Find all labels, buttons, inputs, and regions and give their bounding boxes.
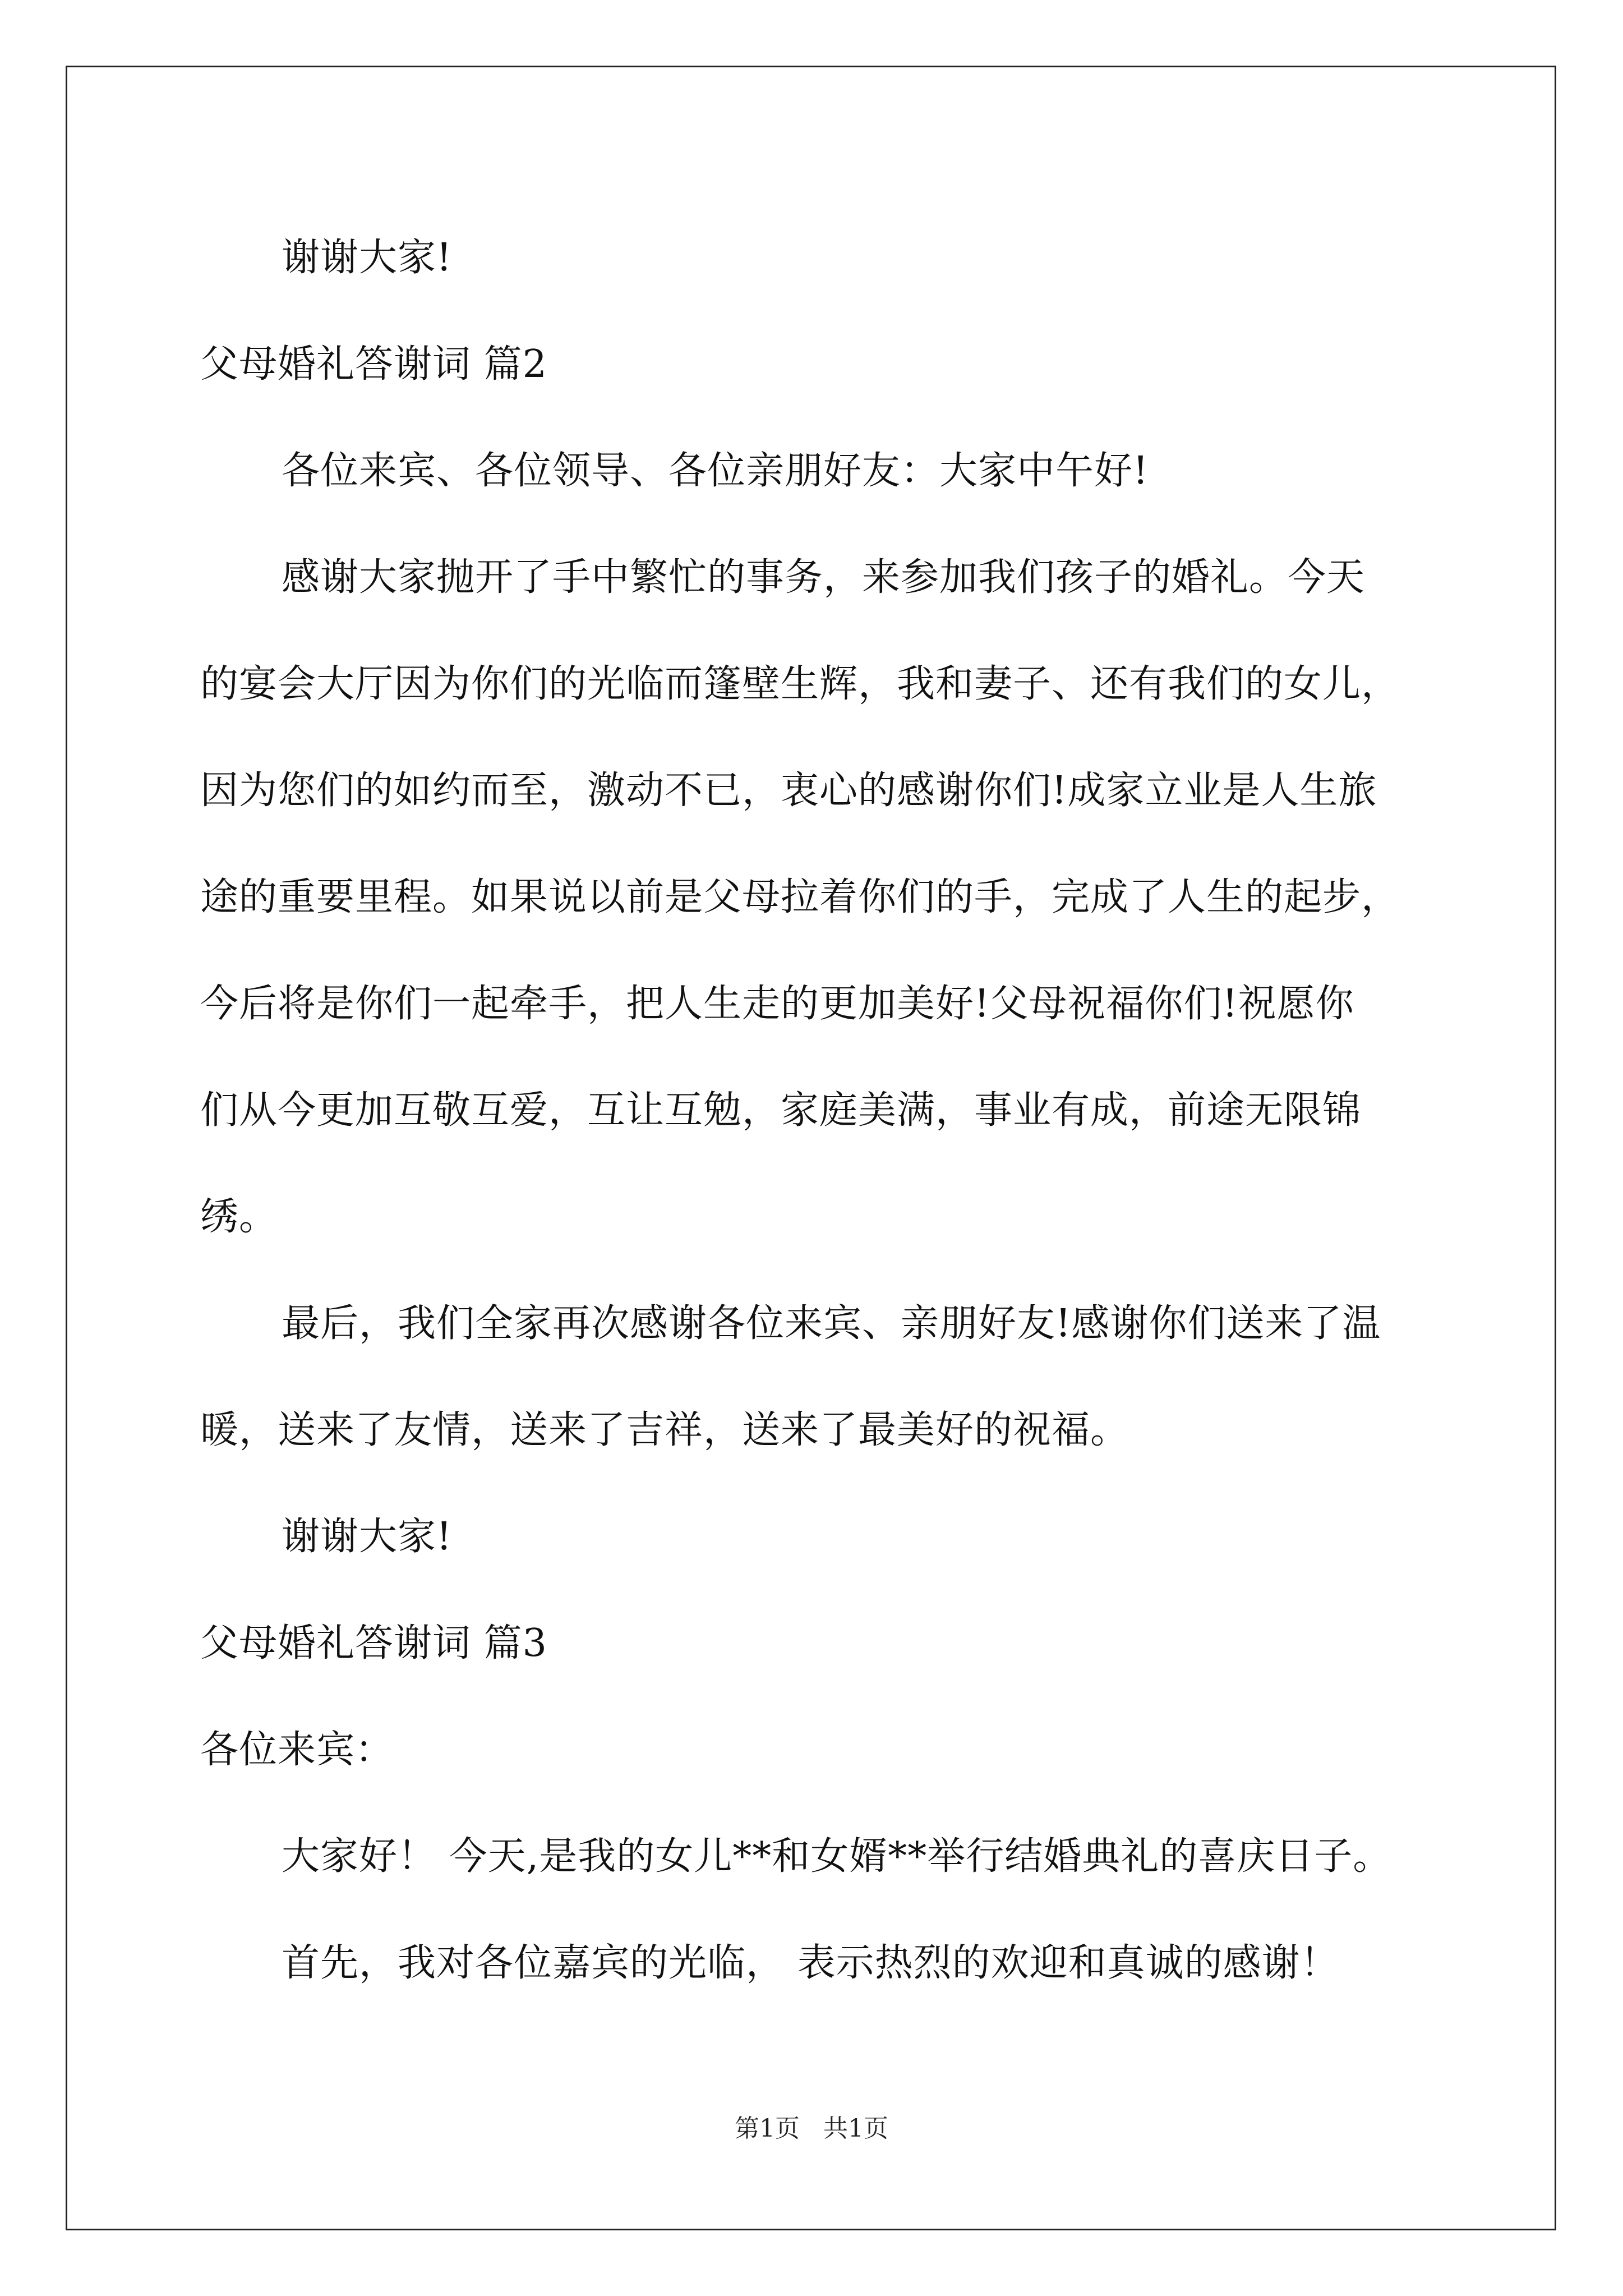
page-total: 共1页 — [823, 2114, 888, 2143]
page-number: 第1页 — [735, 2114, 800, 2143]
paragraph-line: 们从今更加互敬互爱，互让互勉，家庭美满，事业有成，前途无限锦 — [200, 1088, 1362, 1133]
paragraph-line: 暖，送来了友情，送来了吉祥，送来了最美好的祝福。 — [200, 1408, 1129, 1452]
closing-thanks-1: 谢谢大家! — [282, 236, 453, 280]
page-footer — [0, 2112, 1623, 2146]
paragraph-line: 感谢大家抛开了手中繁忙的事务，来参加我们孩子的婚礼。今天 — [282, 555, 1366, 600]
paragraph-line: 大家好！ 今天,是我的女儿**和女婿**举行结婚典礼的喜庆日子。 — [282, 1834, 1392, 1879]
section-heading-2: 父母婚礼答谢词 篇2 — [200, 342, 547, 386]
greeting-3: 各位来宾： — [200, 1728, 394, 1772]
closing-thanks-2: 谢谢大家! — [282, 1515, 453, 1559]
paragraph-line: 因为您们的如约而至，激动不已，衷心的感谢你们!成家立业是人生旅 — [200, 769, 1377, 813]
paragraph-line: 的宴会大厅因为你们的光临而篷壁生辉，我和妻子、还有我们的女儿， — [200, 662, 1400, 706]
paragraph-line: 途的重要里程。如果说以前是父母拉着你们的手，完成了人生的起步， — [200, 875, 1400, 919]
paragraph-line: 今后将是你们一起牵手，把人生走的更加美好!父母祝福你们!祝愿你 — [200, 982, 1354, 1026]
paragraph-line: 最后，我们全家再次感谢各位来宾、亲朋好友!感谢你们送来了温 — [282, 1301, 1381, 1346]
paragraph-line: 绣。 — [200, 1195, 278, 1239]
paragraph-line: 首先，我对各位嘉宾的光临， 表示热烈的欢迎和真诚的感谢！ — [282, 1941, 1339, 1985]
greeting-2: 各位来宾、各位领导、各位亲朋好友：大家中午好! — [282, 449, 1149, 493]
section-heading-3: 父母婚礼答谢词 篇3 — [200, 1621, 547, 1665]
